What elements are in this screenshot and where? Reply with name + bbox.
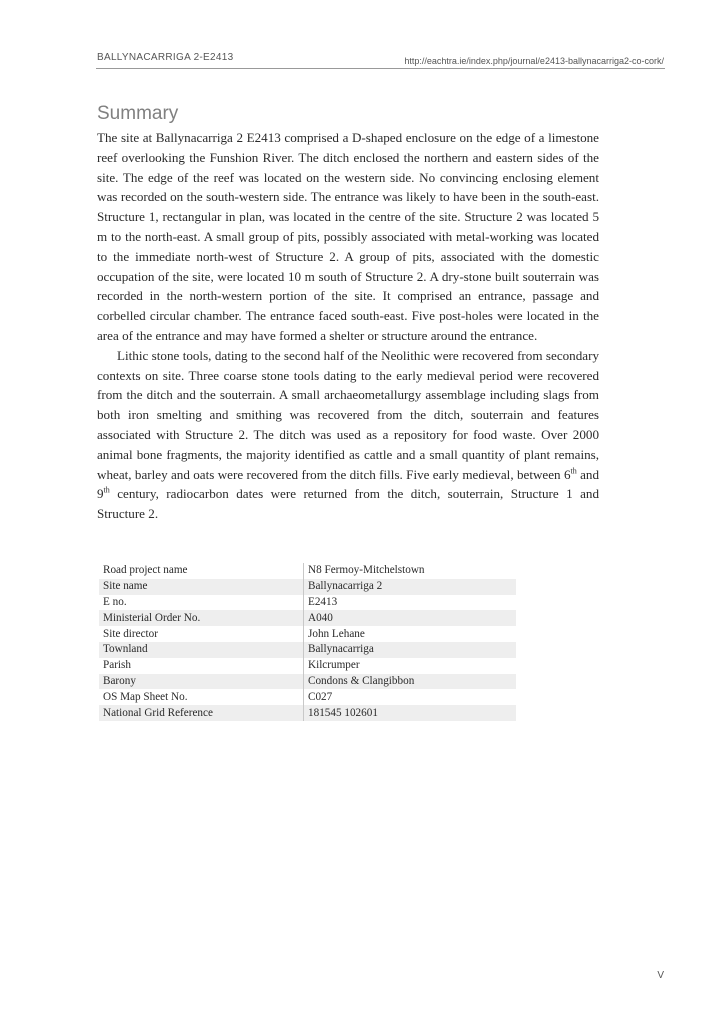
row-value: Kilcrumper bbox=[308, 659, 360, 672]
summary-paragraph-1: The site at Ballynacarriga 2 E2413 comprised a D-shaped enclosure on the edge of a limestone reef overlooking the Funshion River. The ditch enclosed the northern and eastern sides of the site. The edge of the reef was located on the western side. No convincing enclosing element was recorded on the south-western side. The entrance was likely to have been in the south-east. Structure 1, rectangular in plan, was located in the centre of the site. Structure 2 was located 5 m to the north-east. A small group of pits, possibly associated with metal-working was located to the immediate north-west of Structure 2. A group of pits, associated with the domestic occupation of the site, were located 10 m south of Structure 2. A dry-stone built souterrain was recorded in the north-western portion of the site. It comprised an entrance, passage and corbelled circular chamber. The entrance faced south-east. Five post-holes were located in the area of the entrance and may have formed a shelter or structure around the entrance. bbox=[97, 130, 599, 343]
table-row bbox=[99, 689, 516, 705]
summary-body bbox=[97, 128, 599, 524]
table-row bbox=[99, 658, 516, 674]
row-value: 181545 102601 bbox=[304, 705, 517, 721]
superscript-th: th bbox=[103, 485, 110, 495]
row-label: Barony bbox=[99, 674, 304, 690]
row-value: Ballynacarriga 2 bbox=[304, 579, 517, 595]
summary-heading: Summary bbox=[97, 103, 179, 124]
row-value: E2413 bbox=[308, 595, 338, 608]
paragraph-2-text-a: Lithic stone tools, dating to the second half of the Neolithic were recovered from secondary contexts on site. Three coarse stone tools dating to the early medieval period were recovered from the ditch and the souterrain. A small archaeometallurgy assemblage including slags from both iron smelting and smithing was recovered from the ditch, souterrain and features associated with Structure 2. The ditch was used as a repository for food waste. Over 2000 animal bone fragments, the majority identified as cattle and a small quantity of plant remains, wheat, barley and oats were recovered from the ditch fills. Five early medieval, between 6 bbox=[97, 347, 599, 482]
superscript-th: th bbox=[570, 466, 577, 476]
paragraph-2-text-c: century, radiocarbon dates were returned from the ditch, souterrain, Structure 1 and Structure 2. bbox=[97, 486, 599, 522]
table-row bbox=[99, 579, 516, 595]
summary-paragraph-2 bbox=[97, 346, 599, 524]
table-row bbox=[99, 674, 516, 690]
row-label: National Grid Reference bbox=[99, 705, 304, 721]
row-label: E no. bbox=[99, 595, 304, 611]
paragraph-2-text-b: and 9 bbox=[97, 466, 599, 502]
row-value: Ballynacarriga bbox=[304, 642, 517, 658]
row-label: Road project name bbox=[99, 563, 304, 579]
table-row bbox=[99, 610, 516, 626]
table-row bbox=[99, 626, 516, 642]
row-value: N8 Fermoy-Mitchelstown bbox=[308, 564, 425, 577]
header-divider bbox=[96, 68, 665, 69]
site-info-table bbox=[99, 563, 516, 721]
table-row bbox=[99, 642, 516, 658]
row-label: Townland bbox=[99, 642, 304, 658]
row-label: Parish bbox=[99, 658, 304, 674]
table-row bbox=[99, 595, 516, 611]
row-label: Ministerial Order No. bbox=[99, 610, 304, 626]
row-label: Site name bbox=[99, 579, 304, 595]
row-value: A040 bbox=[304, 610, 517, 626]
row-value: C027 bbox=[308, 690, 333, 703]
running-title: BALLYNACARRIGA 2-E2413 bbox=[97, 52, 234, 63]
row-label: OS Map Sheet No. bbox=[99, 689, 304, 705]
table-row bbox=[99, 705, 516, 721]
table-row bbox=[99, 563, 516, 579]
row-value: Condons & Clangibbon bbox=[304, 674, 517, 690]
source-url[interactable]: http://eachtra.ie/index.php/journal/e2413-ballynacarriga2-co-cork/ bbox=[404, 56, 664, 66]
row-value: John Lehane bbox=[308, 627, 365, 640]
page-number: V bbox=[657, 970, 664, 981]
row-label: Site director bbox=[99, 626, 304, 642]
